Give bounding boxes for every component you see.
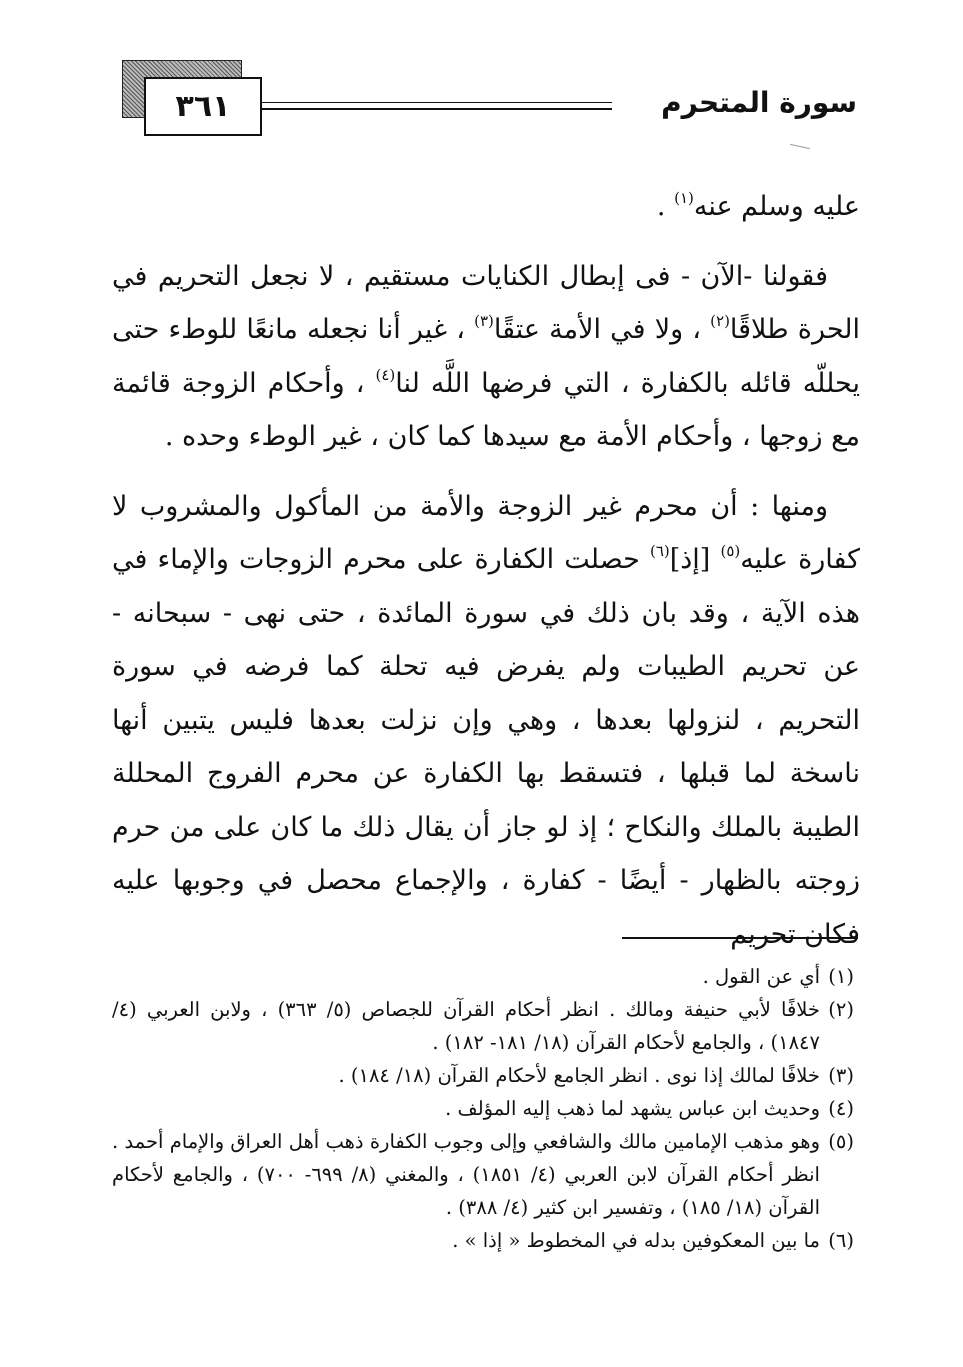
- footnote-number: (٦): [828, 1229, 854, 1252]
- footnote: [112, 993, 854, 1059]
- footnote: [112, 1092, 854, 1125]
- footnote-reference[interactable]: (٦): [649, 542, 670, 560]
- footnote-separator: [622, 937, 858, 939]
- footnote-reference[interactable]: (١): [674, 189, 694, 207]
- footnote-text: خلافًا لأبي حنيفة ومالك . انظر أحكام القرآن للجصاص (٥/ ٣٦٣) ، ولابن العربي (٤/ ١٨٤٧) ، والجامع لأحكام القرآن (١٨/ ١٨١- ١٨٢) .: [112, 998, 820, 1054]
- footnote-text: خلافًا لمالك إذا نوى . انظر الجامع لأحكام القرآن (١٨/ ١٨٤) .: [338, 1064, 820, 1087]
- paragraph-text: عليه وسلم عنه: [693, 191, 860, 222]
- paragraph: [112, 180, 860, 234]
- footnote-text: وهو مذهب الإمامين مالك والشافعي وإلى وجوب الكفارة ذهب أهل العراق والإمام أحمد . انظر أحكام القرآن لابن العربي (٤/ ١٨٥١) ، والمغني (٨/ ٦٩٩- ٧٠٠) ، والجامع لأحكام القرآن (١٨/ ١٨٥) ، وتفسير ابن كثير (٤/ ٣٨٨) .: [112, 1130, 820, 1219]
- paragraph-text: ومنها : أن محرم غير الزوجة والأمة من المأكول والمشروب لا كفارة عليه: [112, 490, 860, 575]
- footnotes: [112, 960, 854, 1257]
- paragraph-text: ، وأحكام الزوجة قائمة مع زوجها ، وأحكام الأمة مع سيدها كما كان ، غير الوطء وحده .: [112, 367, 860, 452]
- header-mark: [790, 144, 810, 149]
- footnote: [112, 1059, 854, 1092]
- header-rule: [260, 102, 612, 110]
- paragraph-text: [إذ]: [669, 544, 721, 575]
- page-number: ٣٦١: [144, 77, 262, 136]
- footnote-text: وحديث ابن عباس يشهد لما ذهب إليه المؤلف .: [445, 1097, 820, 1120]
- footnote-reference[interactable]: (٤): [375, 365, 396, 384]
- footnote: [112, 1224, 854, 1257]
- paragraph: [112, 480, 860, 962]
- footnote: [112, 1125, 854, 1224]
- footnote-reference[interactable]: (٥): [720, 542, 741, 560]
- footnote-text: ما بين المعكوفين بدله في المخطوط « إذا » .: [452, 1229, 820, 1252]
- footnote: [112, 960, 854, 993]
- footnote-text: أي عن القول .: [702, 965, 820, 988]
- running-title: سورة المتحرم: [661, 86, 857, 119]
- footnote-reference[interactable]: (٣): [474, 312, 494, 330]
- footnote-number: (٥): [828, 1130, 854, 1153]
- paragraph-text: ، غير أنا نجعله مانعًا للوطء حتى يحللّه قائله بالكفارة ، التي فرضها اللَّه لنا: [112, 314, 861, 399]
- footnote-number: (٣): [828, 1064, 854, 1087]
- footnote-number: (١): [828, 965, 854, 988]
- paragraph-text: حصلت الكفارة على محرم الزوجات والإماء في هذه الآية ، وقد بان ذلك في سورة المائدة ، حتى نهى - سبحانه - عن تحريم الطيبات ولم يفرض فيه تحلة كما فرضه في سورة التحريم ، لنزولها بعدها ، وهي وإن نزلت بعدها فليس يتبين أنها ناسخة لما قبلها ، فتسقط بها الكفارة عن محرم الفروج المحللة الطيبة بالملك والنكاح ؛ إذ لو جاز أن يقال ذلك ما كان على من حرم زوجته بالظهار - أيضًا - كفارة ، والإجماع محصل في وجوبها عليه فكان تحريم: [112, 544, 860, 950]
- body-text: [112, 180, 860, 961]
- footnote-number: (٤): [828, 1097, 854, 1120]
- paragraph: [112, 250, 860, 464]
- paragraph-text: ، ولا في الأمة عتقًا: [493, 314, 711, 345]
- paragraph-text: فقولنا -الآن - فى إبطال الكنايات مستقيم ، لا نجعل التحريم في الحرة طلاقًا: [112, 260, 860, 345]
- footnote-number: (٢): [828, 998, 854, 1021]
- paragraph-text: .: [656, 191, 675, 222]
- footnote-reference[interactable]: (٢): [710, 312, 730, 330]
- page-number-box: [122, 60, 258, 132]
